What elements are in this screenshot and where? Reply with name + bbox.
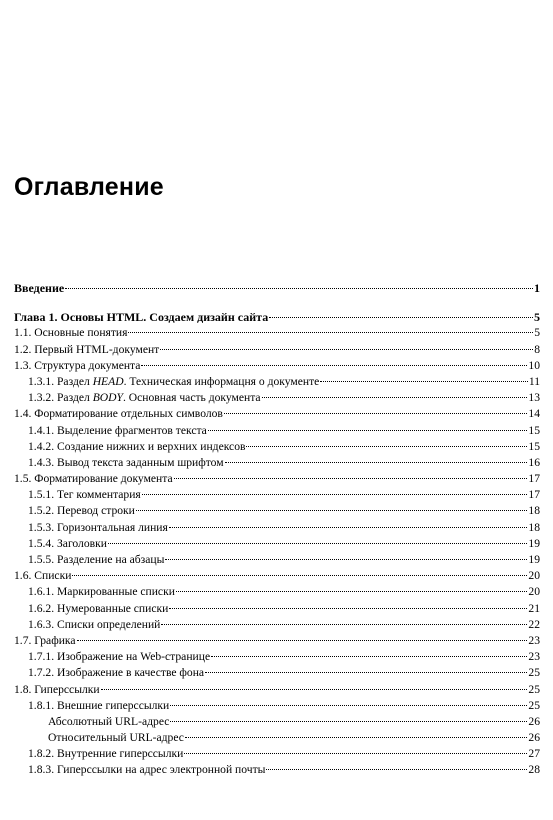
toc-entry-page-number: 13 bbox=[528, 391, 540, 405]
toc-entry-page-number: 19 bbox=[528, 536, 540, 550]
toc-entry-label-emphasis: BODY bbox=[92, 391, 123, 405]
toc-entry-label: 1.4.2. Создание нижних и верхних индексов bbox=[28, 439, 246, 453]
toc-entry-label-prefix: 1.3.2. Раздел bbox=[28, 391, 93, 405]
dot-leader bbox=[169, 527, 528, 528]
dot-leader bbox=[224, 413, 528, 414]
toc-entry bbox=[14, 439, 540, 455]
toc-entry bbox=[14, 730, 540, 746]
toc-entry-page-number: 5 bbox=[534, 310, 540, 325]
dot-leader bbox=[269, 317, 533, 318]
toc-entry-label: Относительный URL-адрес bbox=[48, 731, 184, 745]
toc-entry bbox=[14, 552, 540, 568]
dot-leader bbox=[184, 753, 527, 754]
dot-leader bbox=[141, 365, 527, 366]
toc-entry-label: 1.5.2. Перевод строки bbox=[28, 504, 135, 518]
toc-entry-page-number: 1 bbox=[534, 281, 540, 295]
toc-entry bbox=[14, 487, 540, 503]
toc-entry bbox=[14, 568, 540, 584]
toc-entry bbox=[14, 649, 540, 665]
toc-entry-label: Введение bbox=[14, 281, 65, 295]
dot-leader bbox=[170, 705, 527, 706]
dot-leader bbox=[266, 769, 527, 770]
dot-leader bbox=[174, 478, 528, 479]
toc-entry bbox=[14, 698, 540, 714]
dot-leader bbox=[77, 640, 528, 641]
toc-entry-label: 1.7.1. Изображение на Web-странице bbox=[28, 650, 211, 664]
toc-entry-label-emphasis: HEAD bbox=[92, 374, 124, 388]
dot-leader bbox=[142, 494, 528, 495]
dot-leader bbox=[160, 349, 533, 350]
toc-entry-label: 1.8. Гиперссылки bbox=[14, 682, 100, 696]
toc-entry bbox=[14, 280, 540, 296]
dot-leader bbox=[208, 430, 528, 431]
toc-entry-page-number: 25 bbox=[528, 698, 540, 712]
toc-entry-page-number: 20 bbox=[528, 569, 540, 583]
toc-entry bbox=[14, 374, 540, 390]
dot-leader bbox=[72, 575, 527, 576]
toc-entry-label: 1.4.3. Вывод текста заданным шрифтом bbox=[28, 455, 224, 469]
toc-entry bbox=[14, 536, 540, 552]
dot-leader bbox=[246, 446, 527, 447]
toc-entry bbox=[14, 633, 540, 649]
toc-entry-page-number: 20 bbox=[528, 585, 540, 599]
dot-leader bbox=[205, 672, 527, 673]
toc-entry-page-number: 22 bbox=[528, 617, 540, 631]
toc-entry-label: 1.4. Форматирование отдельных символов bbox=[14, 407, 223, 421]
toc-entry-page-number: 25 bbox=[528, 666, 540, 680]
dot-leader bbox=[136, 510, 528, 511]
toc-entry bbox=[14, 390, 540, 406]
toc-entry-label: 1.7.2. Изображение в качестве фона bbox=[28, 666, 205, 680]
toc-entry bbox=[14, 358, 540, 374]
toc-entry bbox=[14, 714, 540, 730]
toc-entry-label-prefix: 1.3.1. Раздел bbox=[28, 374, 93, 388]
toc-entry bbox=[14, 520, 540, 536]
toc-entry-page-number: 18 bbox=[528, 520, 540, 534]
toc-entry-page-number: 17 bbox=[528, 472, 540, 486]
toc-entry-label: 1.1. Основные понятия bbox=[14, 326, 128, 340]
dot-leader bbox=[161, 624, 527, 625]
toc-entry-label: 1.6.3. Списки определений bbox=[28, 617, 161, 631]
page-title: Оглавление bbox=[14, 173, 164, 201]
toc-entry-label: 1.8.2. Внутренние гиперссылки bbox=[28, 747, 184, 761]
toc-entry bbox=[14, 471, 540, 487]
dot-leader bbox=[65, 288, 533, 289]
toc-entry bbox=[14, 584, 540, 600]
toc-entry-page-number: 17 bbox=[528, 488, 540, 502]
toc-entry-page-number: 15 bbox=[528, 439, 540, 453]
toc-entry-label: 1.5.5. Разделение на абзацы bbox=[28, 553, 165, 566]
toc-entry-label: 1.8.3. Гиперссылки на адрес электронной почты bbox=[28, 763, 266, 777]
toc-entry bbox=[14, 455, 540, 471]
toc-entry bbox=[14, 406, 540, 422]
toc-entry-label: 1.6.1. Маркированные списки bbox=[28, 585, 175, 599]
toc-entry-page-number: 8 bbox=[534, 342, 540, 356]
dot-leader bbox=[185, 737, 527, 738]
toc-entry-label: 1.3. Структура документа bbox=[14, 358, 141, 372]
dot-leader bbox=[211, 656, 527, 657]
toc-entry-page-number: 14 bbox=[528, 407, 540, 421]
dot-leader bbox=[262, 397, 528, 398]
toc-entry-label: 1.8.1. Внешние гиперссылки bbox=[28, 698, 170, 712]
toc-entry-page-number: 26 bbox=[528, 714, 540, 728]
toc-entry bbox=[14, 342, 540, 358]
toc-entry bbox=[14, 325, 540, 341]
dot-leader bbox=[225, 462, 528, 463]
toc-entry-page-number: 18 bbox=[528, 504, 540, 518]
toc-entry bbox=[14, 601, 540, 617]
toc-entry-label bbox=[28, 390, 261, 406]
toc-entry-page-number: 10 bbox=[528, 358, 540, 372]
toc-entry-page-number: 16 bbox=[528, 455, 540, 469]
dot-leader bbox=[108, 543, 527, 544]
toc-entry-label: 1.5.3. Горизонтальная линия bbox=[28, 520, 168, 534]
dot-leader bbox=[169, 608, 527, 609]
toc-entry-label: 1.2. Первый HTML-документ bbox=[14, 342, 160, 356]
toc-entry-label: 1.5. Форматирование документа bbox=[14, 472, 173, 486]
toc-entry bbox=[14, 503, 540, 519]
toc-entry-page-number: 23 bbox=[528, 633, 540, 647]
toc-entry bbox=[14, 762, 540, 778]
dot-leader bbox=[170, 721, 527, 722]
toc-entry-label-suffix: . Техническая информацня о документе bbox=[123, 374, 320, 388]
toc-entry bbox=[14, 309, 540, 325]
toc-entry-label: 1.7. Графика bbox=[14, 633, 76, 647]
dot-leader bbox=[165, 559, 527, 560]
toc-entry-page-number: 27 bbox=[528, 747, 540, 761]
dot-leader bbox=[320, 381, 528, 382]
toc-entry-label: 1.5.4. Заголовки bbox=[28, 536, 107, 550]
toc-entry-page-number: 19 bbox=[528, 553, 540, 566]
dot-leader bbox=[101, 689, 528, 690]
toc-entry-label: Абсолютный URL-адрес bbox=[48, 714, 170, 728]
toc-entry bbox=[14, 423, 540, 439]
toc-entry-page-number: 25 bbox=[528, 682, 540, 696]
toc-entry-label: 1.6. Списки bbox=[14, 569, 72, 583]
toc-entry-label: 1.5.1. Тег комментария bbox=[28, 488, 141, 502]
dot-leader bbox=[176, 591, 527, 592]
toc-entry bbox=[14, 746, 540, 762]
toc-entry-label: 1.6.2. Нумерованные списки bbox=[28, 601, 169, 615]
toc-entry-page-number: 28 bbox=[528, 763, 540, 777]
toc-entry bbox=[14, 665, 540, 681]
toc-entry-page-number: 15 bbox=[528, 423, 540, 437]
toc-entry-label-suffix: . Основная часть документа bbox=[122, 391, 261, 405]
toc-entry-page-number: 26 bbox=[528, 731, 540, 745]
toc-entry-label: 1.4.1. Выделение фрагментов текста bbox=[28, 423, 207, 437]
toc-entry bbox=[14, 617, 540, 633]
toc-entry-page-number: 23 bbox=[528, 650, 540, 664]
toc-entry-page-number: 21 bbox=[528, 601, 540, 615]
dot-leader bbox=[128, 332, 533, 333]
toc-entry bbox=[14, 682, 540, 698]
toc-entry-label bbox=[28, 374, 319, 390]
toc-entry-page-number: 5 bbox=[534, 326, 540, 340]
table-of-contents bbox=[14, 280, 540, 779]
toc-entry-page-number: 11 bbox=[528, 374, 540, 388]
toc-entry-label: Глава 1. Основы HTML. Создаем дизайн сайта bbox=[14, 310, 269, 325]
